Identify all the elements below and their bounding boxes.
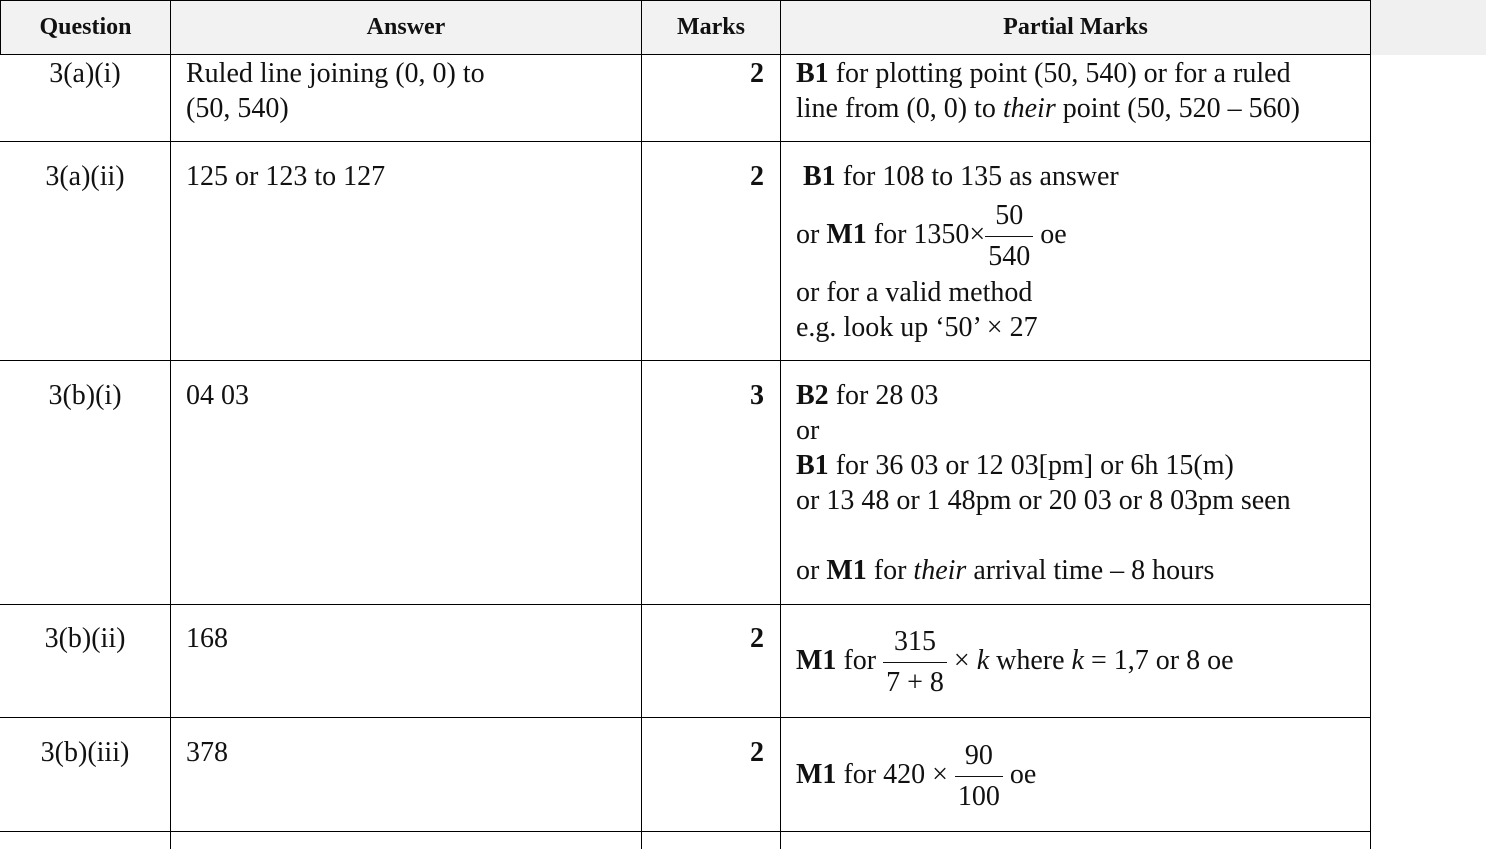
partial-marks-line: or [796, 415, 820, 446]
question-number: 3(a)(i) [49, 58, 121, 89]
row-divider [0, 717, 1371, 718]
marks-value: 2 [750, 58, 764, 89]
partial-marks-line: or M1 for their arrival time – 8 hours [796, 555, 1215, 586]
fraction: $\frac{50}{540}$ [985, 202, 1033, 271]
grid-line [780, 55, 781, 849]
background-strip [1370, 0, 1486, 55]
marks-value: 3 [750, 380, 764, 411]
header-answer: Answer [170, 0, 642, 55]
header-question: Question [0, 0, 171, 55]
answer-text: 378 [186, 737, 228, 768]
partial-marks-line: B1 for plotting point (50, 540) or for a ruled [796, 58, 1291, 89]
partial-marks-line: B2 for 28 03 [796, 380, 939, 411]
question-number: 3(b)(ii) [44, 623, 126, 654]
partial-marks-line: line from (0, 0) to their point (50, 520 – 560) [796, 93, 1300, 124]
header-partial-marks: Partial Marks [780, 0, 1371, 55]
partial-marks-line: M1 for 420 × $\frac{90}{100}$ oe [796, 740, 1037, 813]
partial-marks-line: B1 for 108 to 135 as answer [803, 161, 1119, 192]
answer-text: 04 03 [186, 380, 249, 411]
fraction: $\frac{315}{7 + 8}$ [883, 628, 947, 697]
fraction: $\frac{90}{100}$ [955, 742, 1003, 811]
partial-marks-line: or M1 for 1350× $\frac{50}{540}$ oe [796, 200, 1067, 273]
partial-marks-line: or for a valid method [796, 277, 1033, 308]
row-divider [0, 360, 1371, 361]
grid-line [641, 55, 642, 849]
row-divider [0, 604, 1371, 605]
marks-value: 2 [750, 161, 764, 192]
marks-value: 2 [750, 737, 764, 768]
grid-line [170, 55, 171, 849]
marks-value: 2 [750, 623, 764, 654]
question-number: 3(b)(iii) [40, 737, 130, 768]
answer-text: 168 [186, 623, 228, 654]
partial-marks-line: M1 for $\frac{315}{7 + 8}$ × k where k = 1,7 or 8 oe [796, 626, 1234, 699]
row-divider [0, 141, 1371, 142]
question-number: 3(b)(i) [48, 380, 122, 411]
partial-marks-line: B1 for 36 03 or 12 03[pm] or 6h 15(m) [796, 450, 1234, 481]
answer-text: (50, 540) [186, 93, 289, 124]
question-number: 3(a)(ii) [45, 161, 125, 192]
row-divider [0, 831, 1371, 832]
grid-line [1370, 55, 1371, 849]
header-marks: Marks [641, 0, 781, 55]
partial-marks-line: or 13 48 or 1 48pm or 20 03 or 8 03pm seen [796, 485, 1291, 516]
answer-text: Ruled line joining (0, 0) to [186, 58, 485, 89]
partial-marks-line: e.g. look up ‘50’ × 27 [796, 312, 1038, 343]
answer-text: 125 or 123 to 127 [186, 161, 386, 192]
